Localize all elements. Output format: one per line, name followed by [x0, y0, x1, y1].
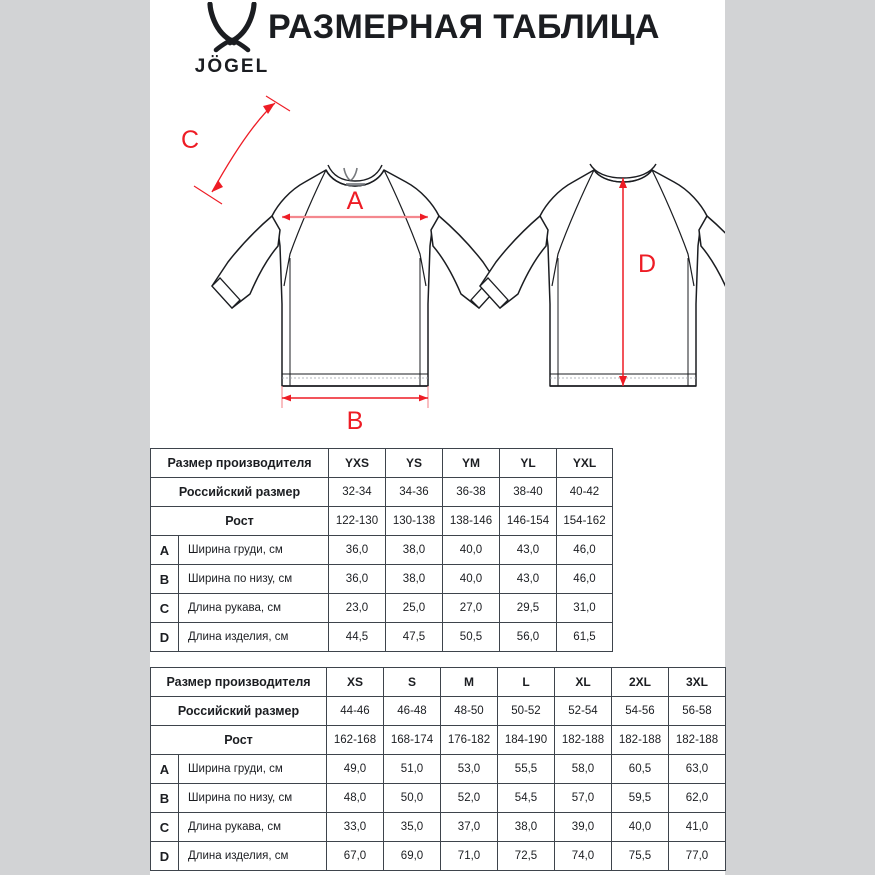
- row-label-height: Рост: [151, 507, 329, 536]
- cell-russian-size: 36-38: [443, 478, 500, 507]
- measure-letter: A: [151, 755, 179, 784]
- table-row-russian-size: [151, 478, 613, 507]
- cell-measure-value: 35,0: [384, 813, 441, 842]
- cell-russian-size: 56-58: [669, 697, 726, 726]
- cell-russian-size: 48-50: [441, 697, 498, 726]
- cell-measure-value: 63,0: [669, 755, 726, 784]
- cell-measure-value: 23,0: [329, 594, 386, 623]
- row-label-height: Рост: [151, 726, 327, 755]
- cell-measure-value: 36,0: [329, 536, 386, 565]
- size-header: YXL: [557, 449, 613, 478]
- table-row-measure-b: [151, 565, 613, 594]
- tshirt-back-view: [480, 164, 725, 386]
- table-row-manufacturer: [151, 668, 726, 697]
- cell-height: 182-188: [555, 726, 612, 755]
- size-table-adult: [150, 667, 726, 871]
- cell-height: 162-168: [327, 726, 384, 755]
- cell-height: 176-182: [441, 726, 498, 755]
- cell-measure-value: 71,0: [441, 842, 498, 871]
- table-row-measure-c: [151, 813, 726, 842]
- cell-measure-value: 49,0: [327, 755, 384, 784]
- cell-measure-value: 57,0: [555, 784, 612, 813]
- table-row-measure-a: [151, 755, 726, 784]
- brand-logo: [184, 2, 280, 84]
- cell-russian-size: 50-52: [498, 697, 555, 726]
- cell-measure-value: 52,0: [441, 784, 498, 813]
- measure-d-label: D: [637, 250, 657, 278]
- cell-measure-value: 55,5: [498, 755, 555, 784]
- size-header: 3XL: [669, 668, 726, 697]
- cell-russian-size: 34-36: [386, 478, 443, 507]
- cell-russian-size: 54-56: [612, 697, 669, 726]
- table-row-measure-d: [151, 623, 613, 652]
- jogel-goblet-icon: [202, 2, 262, 60]
- size-header: L: [498, 668, 555, 697]
- content-sheet: [150, 0, 725, 875]
- cell-measure-value: 40,0: [443, 536, 500, 565]
- measure-name: Ширина по низу, см: [179, 565, 329, 594]
- cell-measure-value: 43,0: [500, 536, 557, 565]
- chest-logo-icon: [344, 168, 365, 186]
- size-header: M: [441, 668, 498, 697]
- measure-letter: D: [151, 623, 179, 652]
- cell-measure-value: 46,0: [557, 565, 613, 594]
- size-header: S: [384, 668, 441, 697]
- cell-height: 182-188: [612, 726, 669, 755]
- cell-height: 154-162: [557, 507, 613, 536]
- measure-name: Ширина груди, см: [179, 755, 327, 784]
- cell-height: 184-190: [498, 726, 555, 755]
- cell-measure-value: 25,0: [386, 594, 443, 623]
- cell-measure-value: 61,5: [557, 623, 613, 652]
- size-header: YS: [386, 449, 443, 478]
- row-label-russian: Российский размер: [151, 478, 329, 507]
- size-header: YL: [500, 449, 557, 478]
- cell-measure-value: 50,0: [384, 784, 441, 813]
- table-row-measure-b: [151, 784, 726, 813]
- cell-measure-value: 51,0: [384, 755, 441, 784]
- measure-name: Длина рукава, см: [179, 813, 327, 842]
- cell-measure-value: 54,5: [498, 784, 555, 813]
- cell-measure-value: 48,0: [327, 784, 384, 813]
- measure-name: Длина рукава, см: [179, 594, 329, 623]
- cell-measure-value: 39,0: [555, 813, 612, 842]
- measure-letter: B: [151, 565, 179, 594]
- table-row-measure-d: [151, 842, 726, 871]
- cell-russian-size: 44-46: [327, 697, 384, 726]
- row-label-russian: Российский размер: [151, 697, 327, 726]
- size-header: YM: [443, 449, 500, 478]
- cell-measure-value: 62,0: [669, 784, 726, 813]
- table-row-measure-c: [151, 594, 613, 623]
- measure-letter: D: [151, 842, 179, 871]
- cell-measure-value: 38,0: [498, 813, 555, 842]
- cell-measure-value: 33,0: [327, 813, 384, 842]
- measure-letter: A: [151, 536, 179, 565]
- cell-height: 122-130: [329, 507, 386, 536]
- measure-b-annotation: [282, 386, 428, 435]
- measure-name: Ширина груди, см: [179, 536, 329, 565]
- tshirt-diagrams: [150, 86, 725, 438]
- cell-measure-value: 46,0: [557, 536, 613, 565]
- measure-letter: B: [151, 784, 179, 813]
- table-row-measure-a: [151, 536, 613, 565]
- cell-measure-value: 56,0: [500, 623, 557, 652]
- cell-measure-value: 67,0: [327, 842, 384, 871]
- cell-height: 168-174: [384, 726, 441, 755]
- row-label-manufacturer: Размер производителя: [151, 668, 327, 697]
- table-row-manufacturer: [151, 449, 613, 478]
- measure-c-label: C: [180, 126, 200, 154]
- brand-wordmark: JÖGEL: [194, 56, 270, 77]
- cell-measure-value: 72,5: [498, 842, 555, 871]
- cell-measure-value: 43,0: [500, 565, 557, 594]
- size-header: YXS: [329, 449, 386, 478]
- cell-height: 182-188: [669, 726, 726, 755]
- cell-height: 130-138: [386, 507, 443, 536]
- measure-c-annotation: [181, 96, 290, 204]
- cell-measure-value: 36,0: [329, 565, 386, 594]
- size-header: XS: [327, 668, 384, 697]
- size-header: XL: [555, 668, 612, 697]
- row-label-manufacturer: Размер производителя: [151, 449, 329, 478]
- measure-letter: C: [151, 594, 179, 623]
- cell-russian-size: 52-54: [555, 697, 612, 726]
- cell-measure-value: 40,0: [443, 565, 500, 594]
- cell-measure-value: 47,5: [386, 623, 443, 652]
- cell-measure-value: 53,0: [441, 755, 498, 784]
- table-row-height: [151, 726, 726, 755]
- measure-a-label: A: [346, 187, 364, 215]
- measure-letter: C: [151, 813, 179, 842]
- cell-measure-value: 58,0: [555, 755, 612, 784]
- cell-measure-value: 38,0: [386, 565, 443, 594]
- cell-measure-value: 75,5: [612, 842, 669, 871]
- page-title: РАЗМЕРНАЯ ТАБЛИЦА: [268, 8, 660, 46]
- measure-name: Длина изделия, см: [179, 623, 329, 652]
- size-header: 2XL: [612, 668, 669, 697]
- cell-measure-value: 37,0: [441, 813, 498, 842]
- cell-measure-value: 77,0: [669, 842, 726, 871]
- cell-height: 138-146: [443, 507, 500, 536]
- cell-measure-value: 50,5: [443, 623, 500, 652]
- cell-measure-value: 41,0: [669, 813, 726, 842]
- cell-measure-value: 38,0: [386, 536, 443, 565]
- cell-height: 146-154: [500, 507, 557, 536]
- cell-russian-size: 38-40: [500, 478, 557, 507]
- cell-measure-value: 60,5: [612, 755, 669, 784]
- cell-measure-value: 44,5: [329, 623, 386, 652]
- cell-measure-value: 40,0: [612, 813, 669, 842]
- size-table-youth: [150, 448, 613, 652]
- cell-measure-value: 27,0: [443, 594, 500, 623]
- cell-measure-value: 29,5: [500, 594, 557, 623]
- cell-measure-value: 31,0: [557, 594, 613, 623]
- cell-measure-value: 74,0: [555, 842, 612, 871]
- cell-measure-value: 69,0: [384, 842, 441, 871]
- measure-b-label: B: [346, 407, 364, 435]
- cell-russian-size: 46-48: [384, 697, 441, 726]
- page-header: [150, 0, 725, 92]
- measure-name: Ширина по низу, см: [179, 784, 327, 813]
- cell-measure-value: 59,5: [612, 784, 669, 813]
- table-row-height: [151, 507, 613, 536]
- cell-russian-size: 40-42: [557, 478, 613, 507]
- measure-name: Длина изделия, см: [179, 842, 327, 871]
- table-row-russian-size: [151, 697, 726, 726]
- cell-russian-size: 32-34: [329, 478, 386, 507]
